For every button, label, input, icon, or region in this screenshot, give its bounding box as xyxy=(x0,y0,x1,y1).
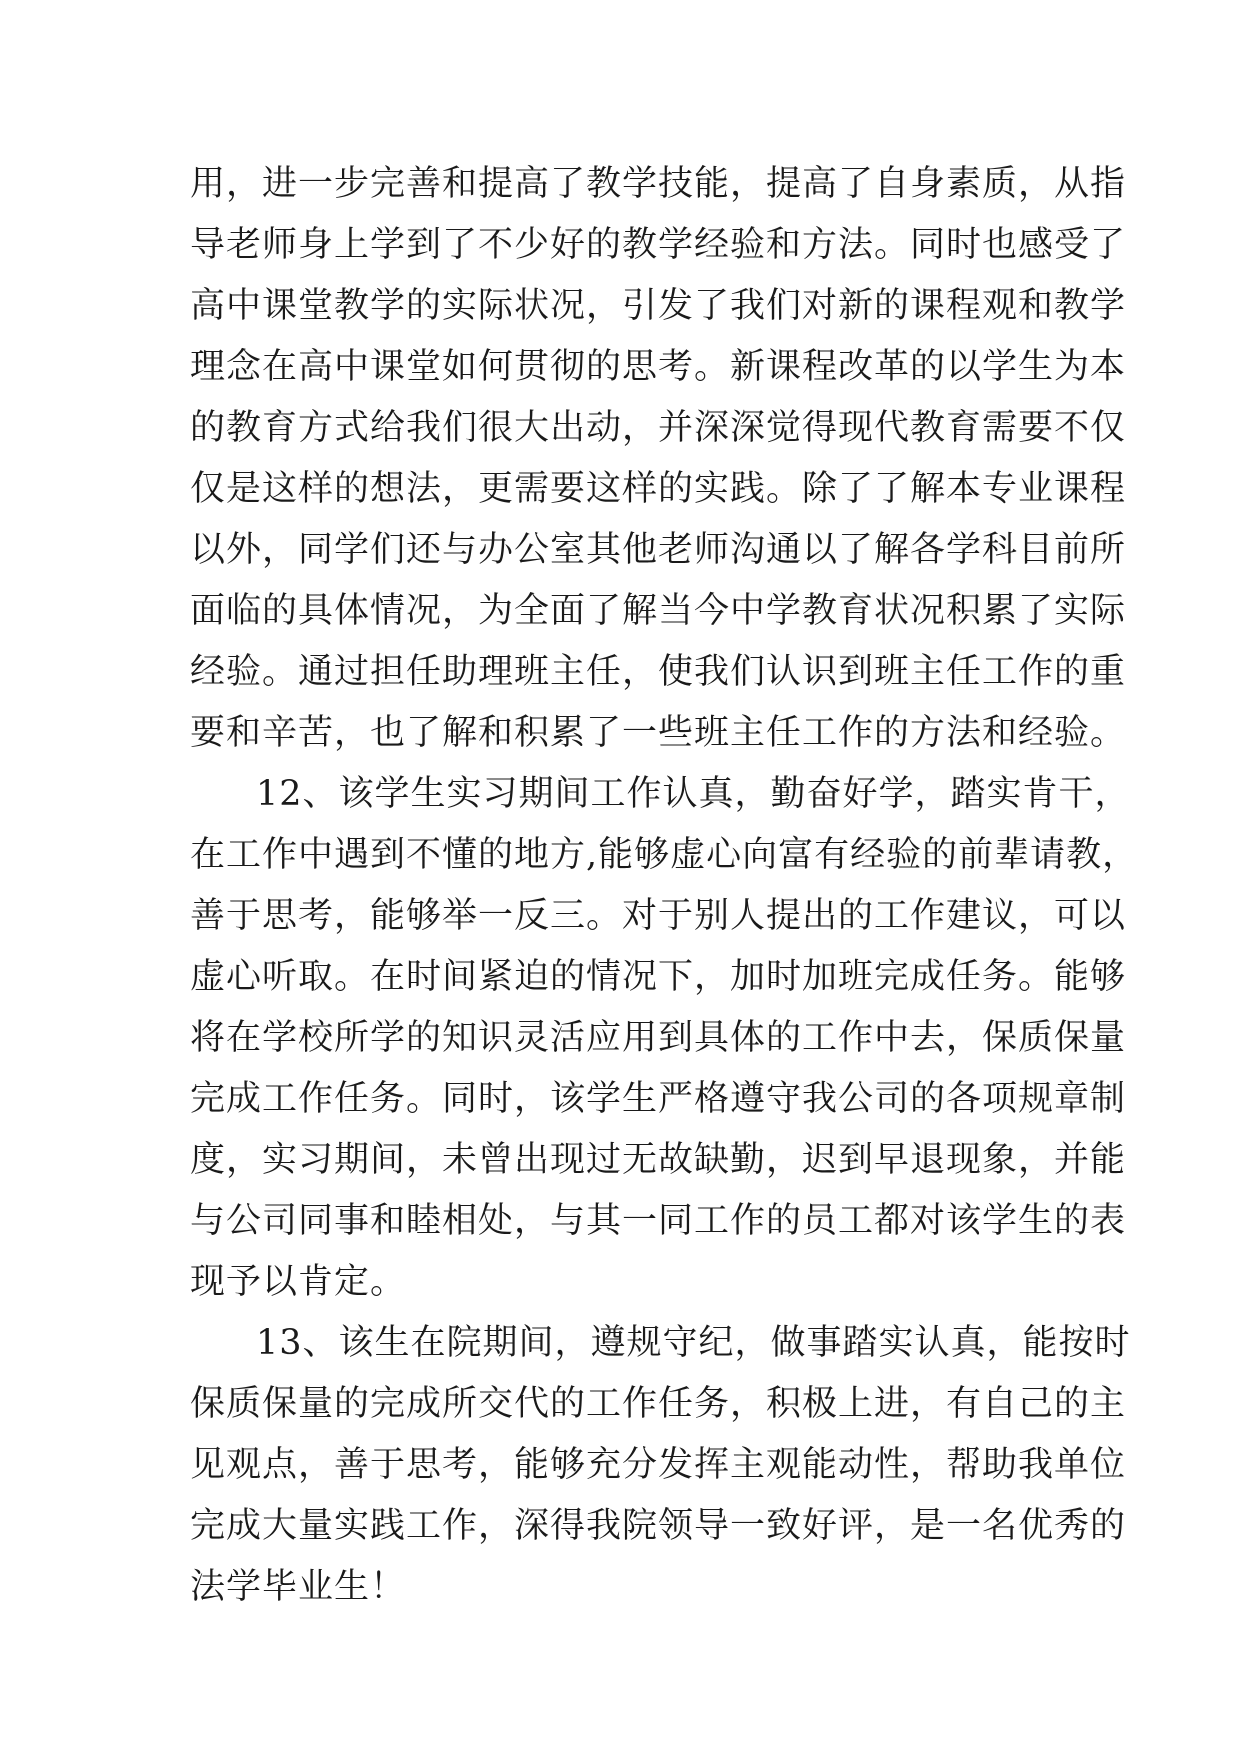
text-line: 善于思考，能够举一反三。对于别人提出的工作建议，可以 xyxy=(190,896,1127,936)
paragraph-continuation xyxy=(190,154,1127,764)
text-line: 要和辛苦，也了解和积累了一些班主任工作的方法和经验。 xyxy=(190,713,1127,753)
text-line: 将在学校所学的知识灵活应用到具体的工作中去，保质保量 xyxy=(190,1018,1127,1058)
text-line: 导老师身上学到了不少好的教学经验和方法。同时也感受了 xyxy=(190,225,1127,265)
text-line: 完成工作任务。同时，该学生严格遵守我公司的各项规章制 xyxy=(190,1079,1127,1119)
text-line: 度，实习期间，未曾出现过无故缺勤，迟到早退现象，并能 xyxy=(190,1140,1127,1180)
text-line: 在工作中遇到不懂的地方,能够虚心向富有经验的前辈请教， xyxy=(190,835,1139,875)
text-line: 理念在高中课堂如何贯彻的思考。新课程改革的以学生为本 xyxy=(190,347,1127,387)
text-line: 仅是这样的想法，更需要这样的实践。除了了解本专业课程 xyxy=(190,469,1127,509)
text-line: 见观点，善于思考，能够充分发挥主观能动性，帮助我单位 xyxy=(190,1445,1127,1485)
text-line: 以外，同学们还与办公室其他老师沟通以了解各学科目前所 xyxy=(190,530,1127,570)
text-line: 现予以肯定。 xyxy=(190,1262,407,1302)
text-line: 12、该学生实习期间工作认真，勤奋好学，踏实肯干， xyxy=(256,774,1131,814)
text-line: 面临的具体情况，为全面了解当今中学教育状况积累了实际 xyxy=(190,591,1127,631)
text-line: 用，进一步完善和提高了教学技能，提高了自身素质，从指 xyxy=(190,164,1127,204)
paragraph-12 xyxy=(190,764,1139,1313)
text-line: 经验。通过担任助理班主任，使我们认识到班主任工作的重 xyxy=(190,652,1127,692)
text-line: 高中课堂教学的实际状况，引发了我们对新的课程观和教学 xyxy=(190,286,1127,326)
text-line: 保质保量的完成所交代的工作任务，积极上进，有自己的主 xyxy=(190,1384,1127,1424)
text-line: 13、该生在院期间，遵规守纪，做事踏实认真，能按时 xyxy=(256,1323,1131,1363)
text-line: 与公司同事和睦相处，与其一同工作的员工都对该学生的表 xyxy=(190,1201,1127,1241)
text-line: 的教育方式给我们很大出动，并深深觉得现代教育需要不仅 xyxy=(190,408,1127,448)
text-line: 法学毕业生！ xyxy=(190,1567,407,1607)
paragraph-13 xyxy=(190,1313,1131,1618)
text-line: 虚心听取。在时间紧迫的情况下，加时加班完成任务。能够 xyxy=(190,957,1127,997)
text-line: 完成大量实践工作，深得我院领导一致好评，是一名优秀的 xyxy=(190,1506,1127,1546)
body-text xyxy=(190,154,1139,1618)
